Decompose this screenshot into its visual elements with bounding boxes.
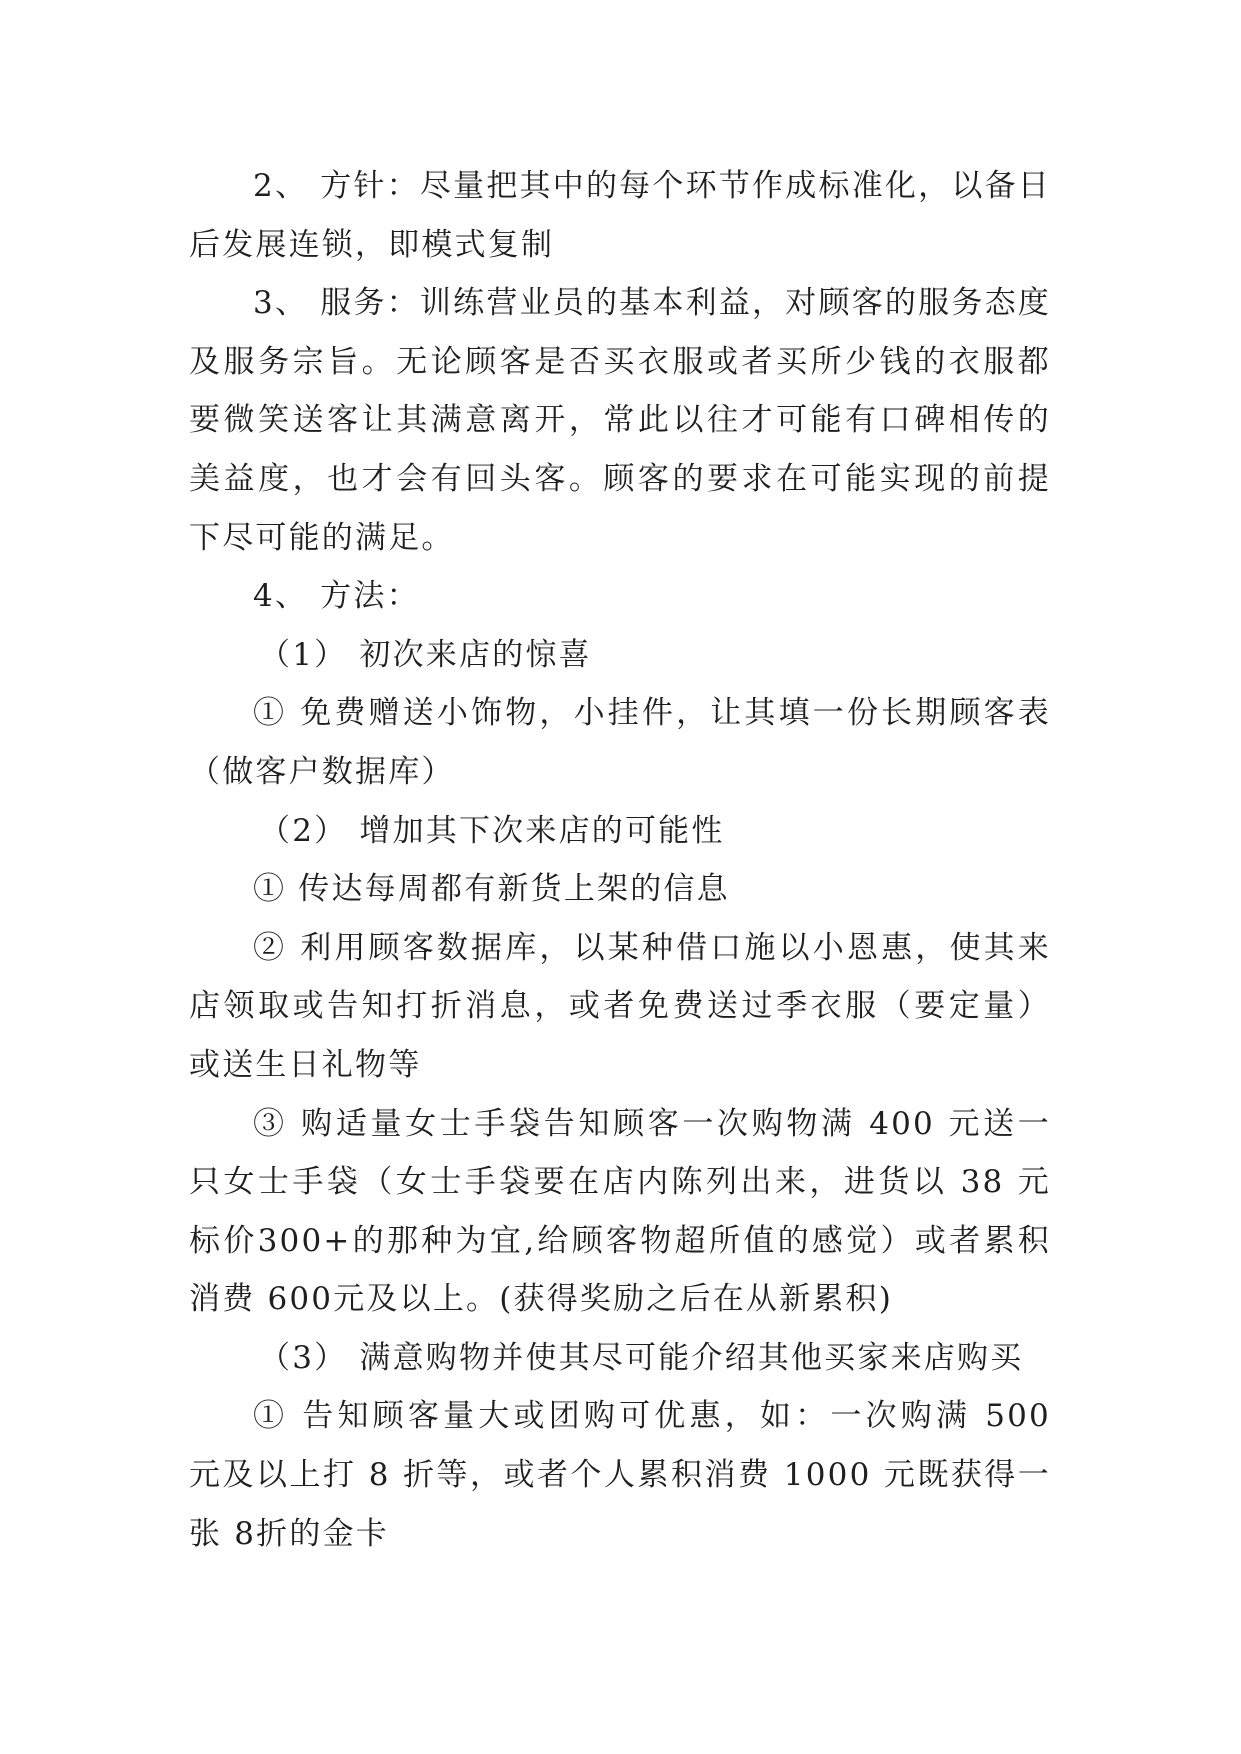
paragraph-policy: 2、 方针：尽量把其中的每个环节作成标准化，以备日后发展连锁，即模式复制 xyxy=(189,168,1051,263)
subheading-referral: （3） 满意购物并使其尽可能介绍其他买家来店购买 xyxy=(259,1339,1024,1376)
paragraph-service: 3、 服务：训练营业员的基本利益，对顾客的服务态度及服务宗旨。无论顾客是否买衣服或者买所少钱的衣服都要微笑送客让其满意离开，常此以往才可能有口碑相传的美益度，也才会有回头客。顾客的要求在可能实现的前提下尽可能的满足。 xyxy=(189,285,1051,556)
list-item: ② 利用顾客数据库，以某种借口施以小恩惠，使其来店领取或告知打折消息，或者免费送过季衣服（要定量）或送生日礼物等 xyxy=(189,929,1051,1083)
subheading-first-visit: （1） 初次来店的惊喜 xyxy=(259,636,592,673)
list-item: ① 告知顾客量大或团购可优惠，如：一次购满 500 元及以上打 8 折等，或者个人累积消费 1000 元既获得一张 8折的金卡 xyxy=(189,1398,1051,1552)
document-body xyxy=(189,157,1051,1563)
list-item: ① 传达每周都有新货上架的信息 xyxy=(253,871,730,908)
subheading-next-visit: （2） 增加其下次来店的可能性 xyxy=(259,812,725,849)
list-item: ① 免费赠送小饰物，小挂件，让其填一份长期顾客表（做客户数据库） xyxy=(189,695,1051,790)
list-item: ③ 购适量女士手袋告知顾客一次购物满 400 元送一只女士手袋（女士手袋要在店内陈列出来，进货以 38 元标价300+的那种为宜,给顾客物超所值的感觉）或者累积消费 600元及以上。(获得奖励之后在从新累积) xyxy=(189,1105,1051,1318)
paragraph-method-heading: 4、 方法： xyxy=(253,578,420,615)
